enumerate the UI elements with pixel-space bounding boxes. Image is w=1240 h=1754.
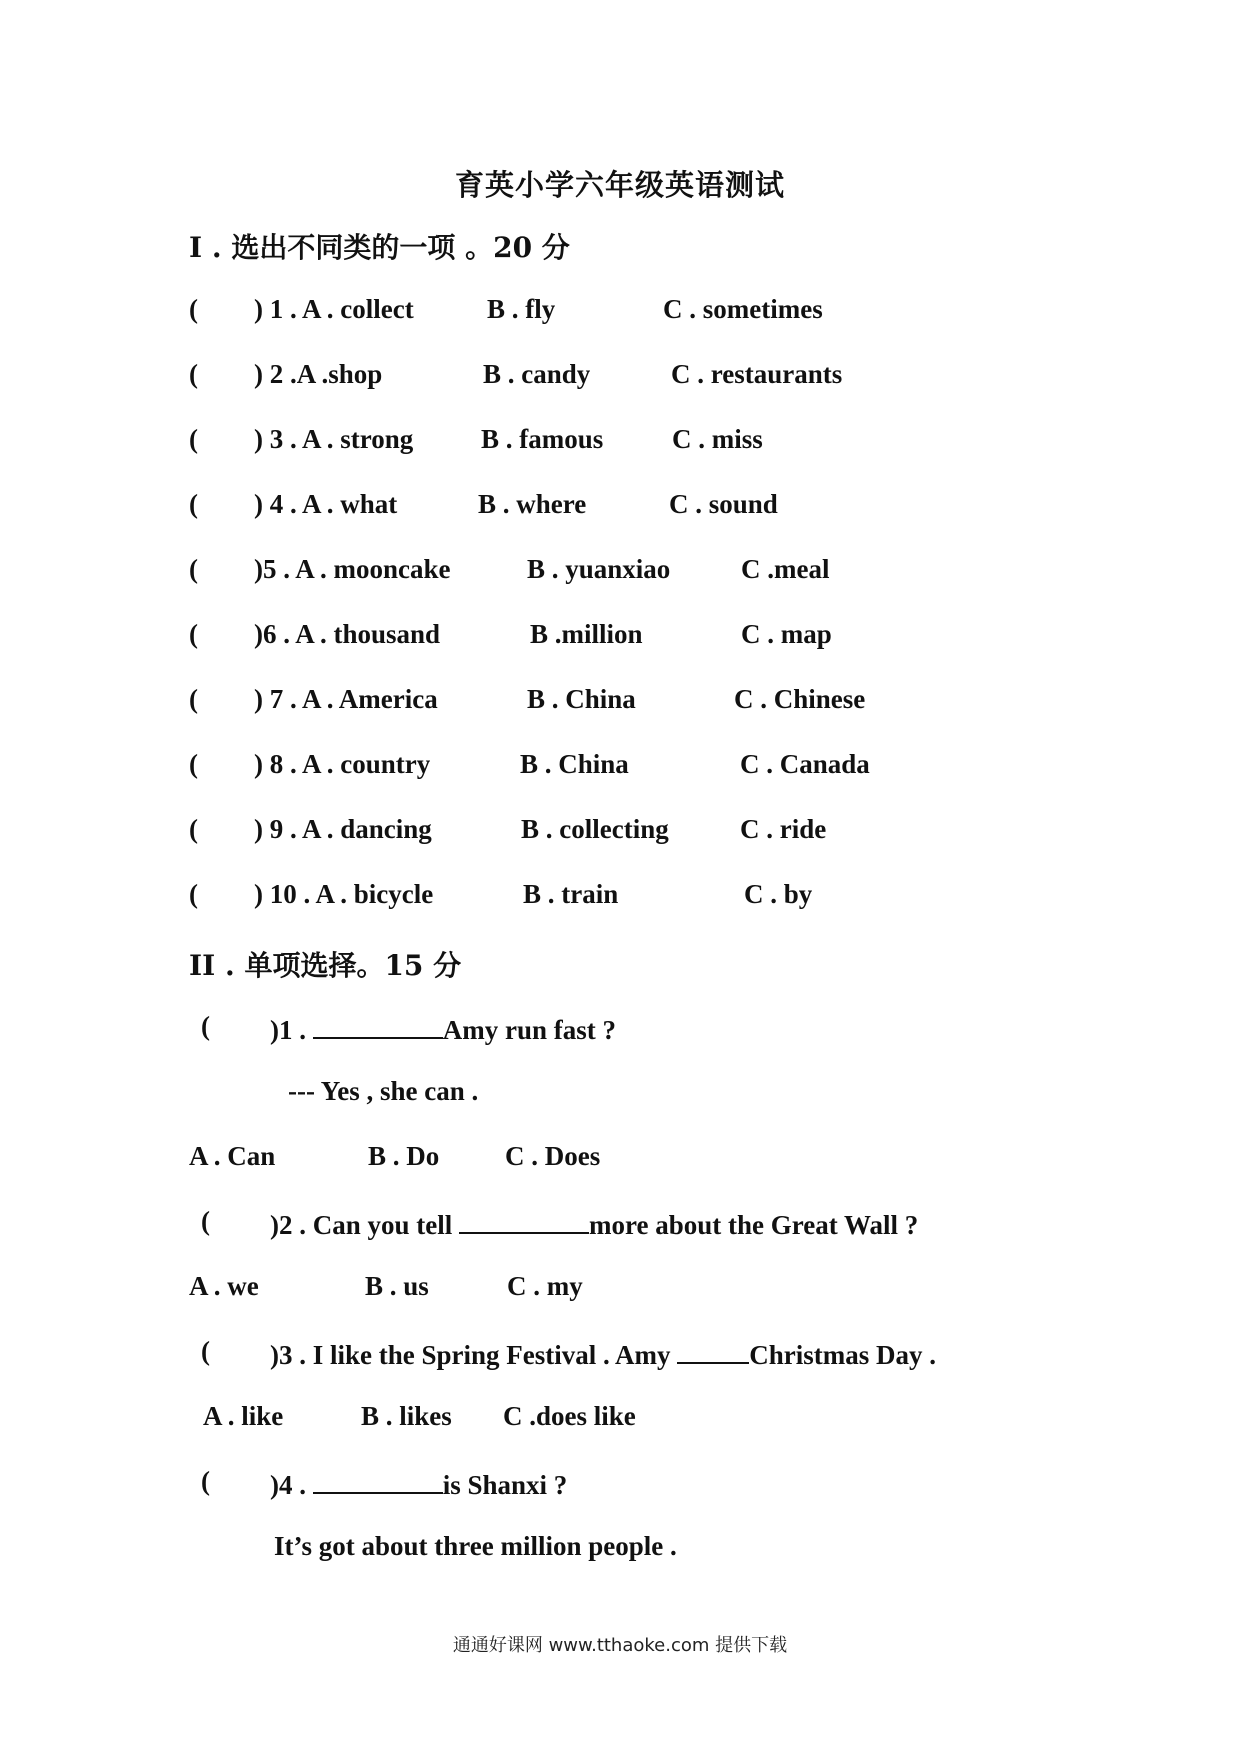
- option-a: A . we: [189, 1271, 259, 1301]
- question-suffix: more about the Great Wall ?: [589, 1210, 919, 1240]
- answer-paren: (: [189, 879, 198, 909]
- section-1-heading: I . 选出不同类的一项 。20 分: [189, 231, 570, 264]
- dialogue-answer: --- Yes , she can .: [288, 1076, 479, 1106]
- dialogue-answer: It’s got about three million people .: [274, 1531, 677, 1561]
- answer-blank: [677, 1336, 749, 1364]
- answer-paren: (: [189, 424, 198, 454]
- option-a: ) 8 . A . country: [254, 749, 431, 779]
- option-b: B . China: [520, 749, 629, 779]
- footer-credit: 通通好课网 www.tthaoke.com 提供下载: [452, 1635, 788, 1656]
- option-c: C .does like: [503, 1401, 636, 1431]
- question-prefix: )2 . Can you tell: [270, 1210, 459, 1240]
- option-c: C . by: [744, 879, 813, 909]
- option-c: C . Chinese: [734, 684, 866, 714]
- question-stem: [270, 1336, 936, 1371]
- option-a: A . like: [203, 1401, 284, 1431]
- question-suffix: Amy run fast ?: [442, 1015, 616, 1045]
- question-prefix: )3 . I like the Spring Festival . Amy: [270, 1340, 678, 1370]
- option-c: C . sound: [669, 489, 778, 519]
- option-c: C . Canada: [740, 749, 870, 779]
- question-stem: [270, 1206, 918, 1241]
- answer-paren: (: [189, 359, 198, 389]
- answer-blank: [313, 1011, 443, 1039]
- answer-blank: [459, 1206, 589, 1234]
- option-a: )5 . A . mooncake: [254, 554, 451, 584]
- answer-paren: (: [201, 1336, 210, 1366]
- section-2-heading: II . 单项选择。15 分: [189, 949, 462, 982]
- question-suffix: is Shanxi ?: [442, 1470, 568, 1500]
- option-c: C . map: [741, 619, 832, 649]
- option-b: B . where: [478, 489, 587, 519]
- option-c: C . miss: [672, 424, 763, 454]
- option-c: C . Does: [505, 1141, 601, 1171]
- option-b: B . fly: [487, 294, 556, 324]
- question-prefix: )4 .: [270, 1470, 313, 1500]
- option-c: C .meal: [741, 554, 830, 584]
- answer-paren: (: [201, 1206, 210, 1236]
- answer-paren: (: [189, 814, 198, 844]
- question-prefix: )1 .: [270, 1015, 313, 1045]
- option-c: C . sometimes: [663, 294, 823, 324]
- option-a: A . Can: [189, 1141, 276, 1171]
- option-b: B . us: [365, 1271, 429, 1301]
- option-a: ) 1 . A . collect: [254, 294, 414, 324]
- option-c: C . ride: [740, 814, 827, 844]
- answer-paren: (: [189, 684, 198, 714]
- answer-paren: (: [189, 749, 198, 779]
- answer-paren: (: [189, 619, 198, 649]
- question-suffix: Christmas Day .: [749, 1340, 937, 1370]
- question-stem: [270, 1011, 616, 1046]
- option-b: B . train: [523, 879, 619, 909]
- option-b: B . yuanxiao: [527, 554, 671, 584]
- answer-paren: (: [201, 1011, 210, 1041]
- answer-paren: (: [189, 554, 198, 584]
- page-title: 育英小学六年级英语测试: [454, 168, 785, 202]
- answer-paren: (: [189, 489, 198, 519]
- option-b: B . famous: [481, 424, 604, 454]
- answer-paren: (: [189, 294, 198, 324]
- option-b: B .million: [530, 619, 643, 649]
- option-a: ) 3 . A . strong: [254, 424, 414, 454]
- option-b: B . Do: [368, 1141, 440, 1171]
- option-b: B . collecting: [521, 814, 669, 844]
- option-a: )6 . A . thousand: [254, 619, 441, 649]
- option-a: ) 10 . A . bicycle: [254, 879, 434, 909]
- option-a: ) 4 . A . what: [254, 489, 398, 519]
- option-b: B . candy: [483, 359, 591, 389]
- option-a: ) 2 .A .shop: [254, 359, 383, 389]
- option-b: B . China: [527, 684, 636, 714]
- option-a: ) 7 . A . America: [254, 684, 438, 714]
- answer-paren: (: [201, 1466, 210, 1496]
- question-stem: [270, 1466, 567, 1501]
- option-b: B . likes: [361, 1401, 452, 1431]
- option-c: C . my: [507, 1271, 583, 1301]
- option-a: ) 9 . A . dancing: [254, 814, 432, 844]
- answer-blank: [313, 1466, 443, 1494]
- option-c: C . restaurants: [671, 359, 843, 389]
